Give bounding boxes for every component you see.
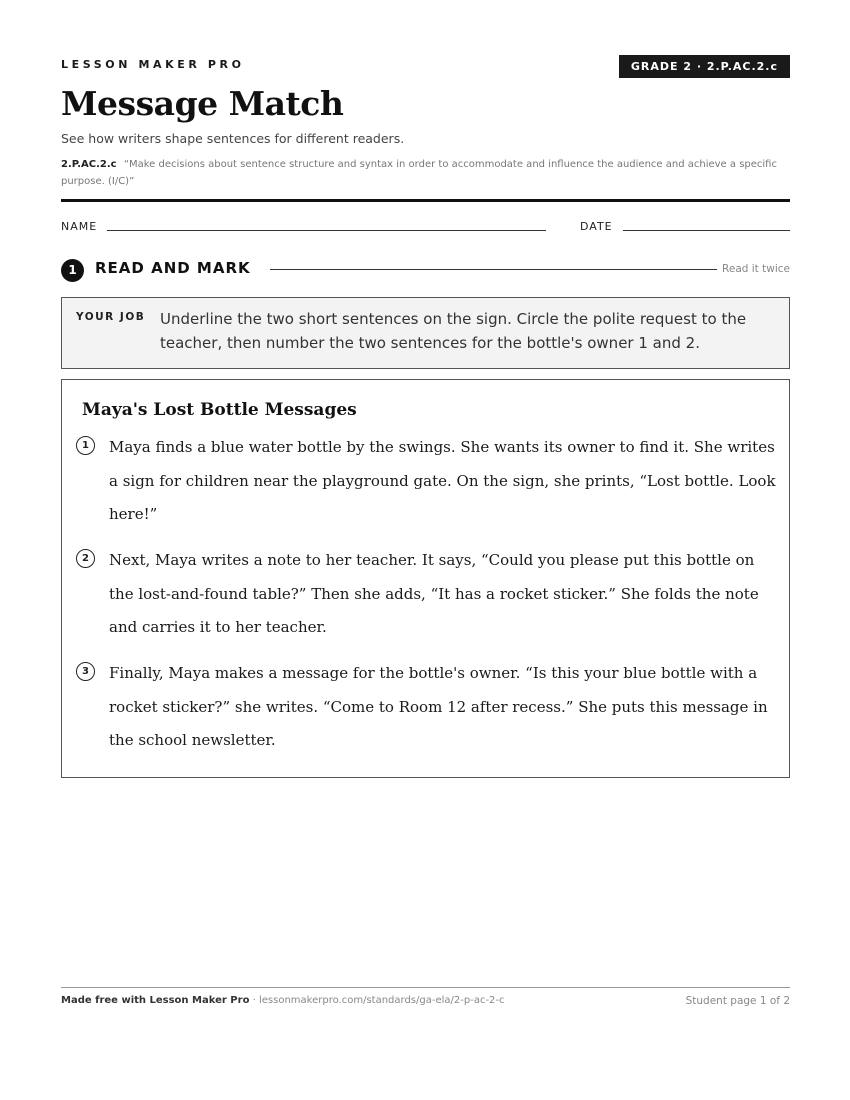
header-divider	[61, 199, 790, 202]
paragraph-number-1: 1	[76, 436, 95, 455]
footer-separator: ·	[249, 995, 259, 1006]
story-paragraph-1	[82, 431, 779, 532]
standard-code: 2.P.AC.2.c	[61, 159, 117, 170]
story-paragraph-2	[82, 544, 779, 645]
footer-divider	[61, 987, 790, 988]
paragraph-number-2: 2	[76, 549, 95, 568]
standard-text: “Make decisions about sentence structure and syntax in order to accommodate and influence the audience and achieve a specific purpose. (I/C)”	[61, 159, 777, 187]
section-title: READ AND MARK	[95, 259, 251, 277]
paragraph-number-3: 3	[76, 662, 95, 681]
date-field[interactable]	[623, 230, 790, 231]
footer-page-number: Student page 1 of 2	[685, 995, 790, 1007]
story-title: Maya's Lost Bottle Messages	[82, 400, 357, 420]
worksheet-page	[61, 0, 790, 1100]
section-divider	[270, 269, 717, 270]
brand-name: LESSON MAKER PRO	[61, 58, 245, 71]
footer-made-with: Made free with Lesson Maker Pro	[61, 995, 250, 1006]
section-note: Read it twice	[722, 263, 790, 275]
date-label: DATE	[580, 220, 613, 233]
name-field[interactable]	[107, 230, 546, 231]
story-box	[61, 379, 790, 778]
paragraph-text-1: Maya finds a blue water bottle by the swings. She wants its owner to find it. She writes a sign for children near the playground gate. On the sign, she prints, “Lost bottle. Look here!”	[109, 438, 776, 523]
standard-description	[61, 156, 790, 190]
name-label: NAME	[61, 220, 98, 233]
story-paragraph-3	[82, 657, 779, 758]
paragraph-text-3: Finally, Maya makes a message for the bottle's owner. “Is this your blue bottle with a rocket sticker?” she writes. “Come to Room 12 after recess.” She puts this message in the school newsletter.	[109, 664, 768, 749]
paragraph-text-2: Next, Maya writes a note to her teacher. It says, “Could you please put this bottle on the lost-and-found table?” Then she adds, “It has a rocket sticker.” She folds the note and carries it to her teacher.	[109, 551, 759, 636]
footer-url[interactable]: lessonmakerpro.com/standards/ga-ela/2-p-ac-2-c	[258, 995, 505, 1006]
page-subtitle: See how writers shape sentences for different readers.	[61, 131, 405, 146]
page-title: Message Match	[61, 84, 344, 123]
grade-badge: GRADE 2 · 2.P.AC.2.c	[619, 55, 790, 78]
footer-credit	[61, 995, 505, 1006]
job-instructions-box	[61, 297, 790, 369]
job-label: YOUR JOB	[76, 311, 146, 323]
job-text: Underline the two short sentences on the sign. Circle the polite request to the teacher, then number the two sentences for the bottle's owner 1 and 2.	[160, 310, 747, 352]
section-number-badge: 1	[61, 259, 84, 282]
